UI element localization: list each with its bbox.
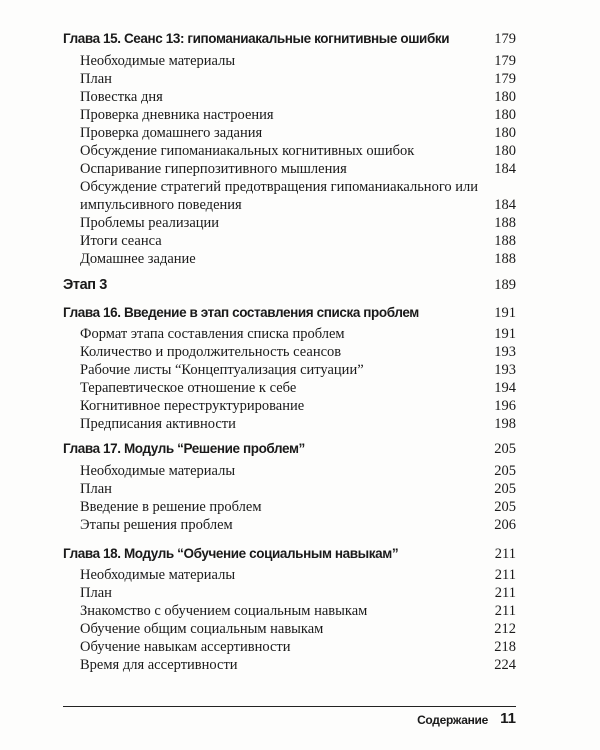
chapter-page: 211 (494, 546, 516, 562)
item-title-line-1: Обсуждение стратегий предотвращения гипоманиакального или (80, 179, 479, 195)
item-page: 191 (494, 326, 516, 342)
item-page: 180 (494, 107, 516, 123)
item-title: Этапы решения проблем (80, 517, 233, 533)
item-page: 212 (494, 621, 516, 637)
part-page: 189 (494, 277, 516, 293)
item-page: 224 (494, 657, 516, 673)
footer-rule (63, 706, 516, 707)
item-title: Итоги сеанса (80, 233, 162, 249)
item-page: 179 (494, 71, 516, 87)
item-page: 196 (494, 398, 516, 414)
item-title: Обучение общим социальным навыкам (80, 621, 324, 637)
item-page: 205 (494, 481, 516, 497)
item-page: 193 (494, 344, 516, 360)
chapter-page: 191 (494, 305, 516, 321)
item-title: Необходимые материалы (80, 567, 236, 583)
item-title: Обучение навыкам ассертивности (80, 639, 291, 655)
chapter-title: Глава 18. Модуль “Обучение социальным навыкам” (63, 546, 399, 561)
chapter-page: 179 (494, 31, 516, 47)
item-page: 211 (494, 567, 516, 583)
item-title: Оспаривание гиперпозитивного мышления (80, 161, 347, 177)
item-title: Знакомство с обучением социальным навыкам (80, 603, 368, 619)
item-page: 218 (494, 639, 516, 655)
item-page: 198 (494, 416, 516, 432)
item-page: 179 (494, 53, 516, 69)
item-title: Необходимые материалы (80, 463, 236, 479)
item-title: Проблемы реализации (80, 215, 220, 231)
item-title: Проверка дневника настроения (80, 107, 274, 123)
item-title: Формат этапа составления списка проблем (80, 326, 345, 342)
item-title: Повестка дня (80, 89, 163, 105)
item-page: 180 (494, 143, 516, 159)
item-page: 188 (494, 233, 516, 249)
item-page: 205 (494, 499, 516, 515)
item-page: 211 (494, 585, 516, 601)
item-page: 188 (494, 251, 516, 267)
item-title: Домашнее задание (80, 251, 196, 267)
item-page: 206 (494, 517, 516, 533)
item-title: Количество и продолжительность сеансов (80, 344, 342, 360)
item-page: 193 (494, 362, 516, 378)
item-page: 194 (494, 380, 516, 396)
item-title: Рабочие листы “Концептуализация ситуации” (80, 362, 364, 378)
item-title-line-2: импульсивного поведения (80, 197, 242, 213)
item-page: 188 (494, 215, 516, 231)
part-title: Этап 3 (63, 277, 107, 293)
running-footer-label: Содержание (417, 713, 488, 727)
item-title: Время для ассертивности (80, 657, 238, 673)
item-title: Введение в решение проблем (80, 499, 262, 515)
item-title: План (80, 481, 112, 497)
item-title: Обсуждение гипоманиакальных когнитивных ошибок (80, 143, 415, 159)
item-page: 184 (494, 197, 516, 213)
item-title: Проверка домашнего задания (80, 125, 263, 141)
item-title: План (80, 71, 112, 87)
chapter-page: 205 (494, 441, 516, 457)
chapter-title: Глава 17. Модуль “Решение проблем” (63, 441, 305, 456)
item-page: 211 (494, 603, 516, 619)
item-title: Необходимые материалы (80, 53, 236, 69)
item-page: 180 (494, 125, 516, 141)
item-title: План (80, 585, 112, 601)
item-title: Предписания активности (80, 416, 236, 432)
chapter-title: Глава 16. Введение в этап составления списка проблем (63, 305, 419, 320)
item-page: 184 (494, 161, 516, 177)
chapter-title: Глава 15. Сеанс 13: гипоманиакальные когнитивные ошибки (63, 31, 450, 46)
item-title: Терапевтическое отношение к себе (80, 380, 297, 396)
page-number: 11 (500, 710, 516, 727)
item-page: 180 (494, 89, 516, 105)
item-page: 205 (494, 463, 516, 479)
item-title: Когнитивное переструктурирование (80, 398, 305, 414)
